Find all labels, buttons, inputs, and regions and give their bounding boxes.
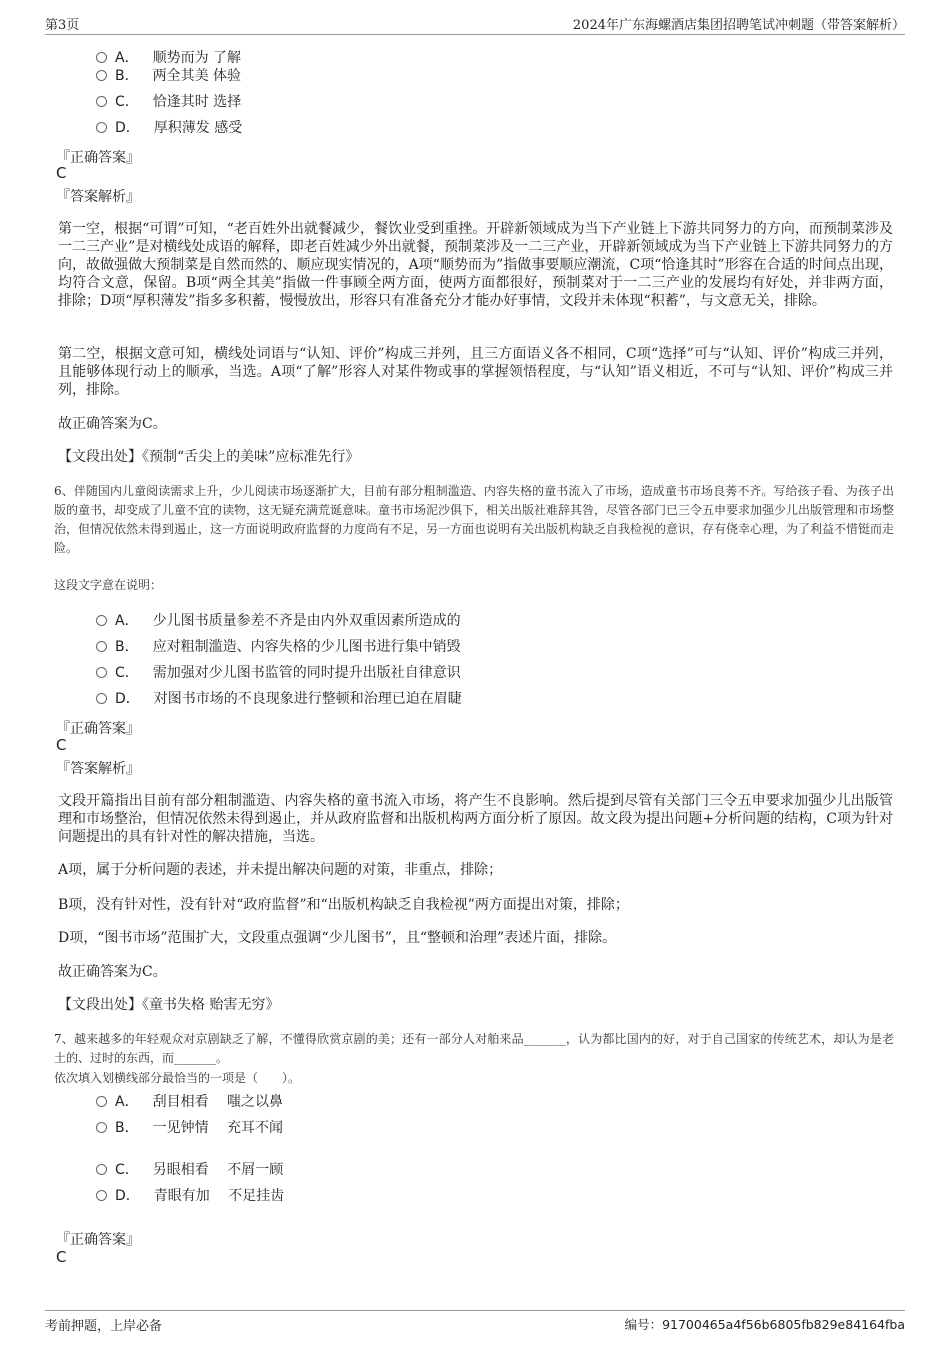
q5-analysis-paragraph-2: 第二空，根据文意可知，横线处词语与“认知、评价”构成三并列，且三方面语义各不相同，C项“选择”可与“认知、评价”构成三并列，且能够体现行动上的顺承，当选。A项“了解”形容人对某件物或事的掌握领悟程度，与“认知”语义相近，不可与“认知、评价”构成三并列，排除。 bbox=[58, 346, 893, 398]
q6-analysis-paragraph-1: 文段开篇指出目前有部分粗制滥造、内容失格的童书流入市场，将产生不良影响。然后提到尽管有关部门三令五申要求加强少儿出版管理和市场整治，但情况依然未得到遏止，并从政府监督和出版机构两方面分析了原因。故文段为提出问题+分析问题的结构，C项为针对问题提出的具有针对性的解决措施，当选。 bbox=[58, 793, 893, 845]
radio-icon[interactable] bbox=[96, 122, 107, 133]
q7-answer: C bbox=[56, 1248, 67, 1266]
radio-icon[interactable] bbox=[96, 1164, 107, 1175]
q5-answer: C bbox=[56, 164, 67, 182]
page-footer bbox=[45, 1310, 905, 1334]
q5-source: 【文段出处】《预制“舌尖上的美味”应标准先行》 bbox=[58, 449, 360, 465]
q5-option-a[interactable]: A． 顺势而为 了解 bbox=[96, 49, 241, 67]
q7-option-b[interactable]: B． 一见钟情 充耳不闻 bbox=[96, 1119, 283, 1137]
q7-answer-label: 『正确答案』 bbox=[56, 1232, 140, 1248]
q6-option-b[interactable]: B． 应对粗制滥造、内容失格的少儿图书进行集中销毁 bbox=[96, 638, 461, 656]
page-number: 第3页 bbox=[45, 18, 80, 33]
radio-icon[interactable] bbox=[96, 52, 107, 63]
radio-icon[interactable] bbox=[96, 615, 107, 626]
q5-answer-label: 『正确答案』 bbox=[56, 150, 140, 166]
q6-option-d[interactable]: D． 对图书市场的不良现象进行整顿和治理已迫在眉睫 bbox=[96, 690, 462, 708]
radio-icon[interactable] bbox=[96, 70, 107, 81]
q7-option-c[interactable]: C． 另眼相看 不屑一顾 bbox=[96, 1161, 283, 1179]
q5-analysis-paragraph-1: 第一空，根据“可谓”可知，“老百姓外出就餐减少，餐饮业受到重挫。开辟新领域成为当下产业链上下游共同努力的方向，而预制菜涉及一二三产业”是对横线处成语的解释，即老百姓减少外出就餐，预制菜涉及一二三产业，开辟新领域成为当下产业链上下游共同努力的方向，故做强做大预制菜是自然而然的、顺应现实情况的，A项“顺势而为”指做事要顺应潮流，C项“恰逢其时”形容在合适的时间点出现，均符合文意，保留。B项“两全其美”指做一件事顾全两方面，使两方面都很好，预制菜对于一二三产业的发展均有好处，并非两方面，排除；D项“厚积薄发”指多多积蓄，慢慢放出，形容只有准备充分才能办好事情，文段并未体现“积蓄”，与文意无关，排除。 bbox=[58, 221, 893, 309]
radio-icon[interactable] bbox=[96, 1122, 107, 1133]
q7-option-a[interactable]: A． 刮目相看 嗤之以鼻 bbox=[96, 1093, 283, 1111]
q6-answer: C bbox=[56, 736, 67, 754]
q5-option-c[interactable]: C． 恰逢其时 选择 bbox=[96, 93, 241, 111]
q6-source: 【文段出处】《童书失格 贻害无穷》 bbox=[58, 997, 280, 1013]
q5-option-b[interactable]: B． 两全其美 体验 bbox=[96, 67, 241, 85]
q6-analysis-d: D项，“图书市场”范围扩大，文段重点强调“少儿图书”，且“整顿和治理”表述片面，排除。 bbox=[58, 930, 617, 946]
radio-icon[interactable] bbox=[96, 667, 107, 678]
q7-option-d[interactable]: D． 青眼有加 不足挂齿 bbox=[96, 1187, 284, 1205]
radio-icon[interactable] bbox=[96, 693, 107, 704]
page-header bbox=[45, 14, 905, 35]
q6-prompt: 这段文字意在说明： bbox=[54, 578, 163, 592]
radio-icon[interactable] bbox=[96, 641, 107, 652]
q6-analysis-label: 『答案解析』 bbox=[56, 761, 140, 777]
q6-stem: 6、伴随国内儿童阅读需求上升，少儿阅读市场逐渐扩大，目前有部分粗制滥造、内容失格的童书流入了市场，造成童书市场良莠不齐。写给孩子看、为孩子出版的童书，却变成了儿童不宜的读物，这无疑充满荒诞意味。童书市场泥沙俱下，相关出版社难辞其咎，尽管各部门已三令五申要求加强少儿出版管理和市场整治，但情况依然未得到遏止，这一方面说明政府监督的力度尚有不足，另一方面也说明有关出版机构缺乏自我检视的意识，存有侥幸心理，为了利益不惜铤而走险。 bbox=[54, 484, 895, 555]
footer-slogan: 考前押题，上岸必备 bbox=[45, 1319, 163, 1334]
q7-prompt: 依次填入划横线部分最恰当的一项是（ ）。 bbox=[54, 1071, 301, 1085]
radio-icon[interactable] bbox=[96, 1096, 107, 1107]
document-id: 编号：91700465a4f56b6805fb829e84164fba bbox=[624, 1317, 905, 1332]
document-title: 2024年广东海螺酒店集团招聘笔试冲刺题（带答案解析） bbox=[572, 18, 905, 33]
q7-stem: 7、越来越多的年轻观众对京剧缺乏了解，不懂得欣赏京剧的美；还有一部分人对舶来品_______，认为都比国内的好，对于自己国家的传统艺术，却认为是老土的、过时的东西，而_______。 bbox=[54, 1032, 894, 1065]
q6-answer-label: 『正确答案』 bbox=[56, 721, 140, 737]
q5-analysis-label: 『答案解析』 bbox=[56, 189, 140, 205]
q6-option-c[interactable]: C． 需加强对少儿图书监管的同时提升出版社自律意识 bbox=[96, 664, 461, 682]
q6-analysis-conclusion: 故正确答案为C。 bbox=[58, 964, 167, 980]
q5-option-d[interactable]: D． 厚积薄发 感受 bbox=[96, 119, 242, 137]
radio-icon[interactable] bbox=[96, 96, 107, 107]
q6-analysis-a: A项，属于分析问题的表述，并未提出解决问题的对策，非重点，排除； bbox=[58, 862, 503, 878]
q6-option-a[interactable]: A． 少儿图书质量参差不齐是由内外双重因素所造成的 bbox=[96, 612, 461, 630]
radio-icon[interactable] bbox=[96, 1190, 107, 1201]
q6-analysis-b: B项，没有针对性，没有针对“政府监督”和“出版机构缺乏自我检视”两方面提出对策，排除； bbox=[58, 897, 629, 913]
q5-analysis-conclusion: 故正确答案为C。 bbox=[58, 416, 167, 432]
